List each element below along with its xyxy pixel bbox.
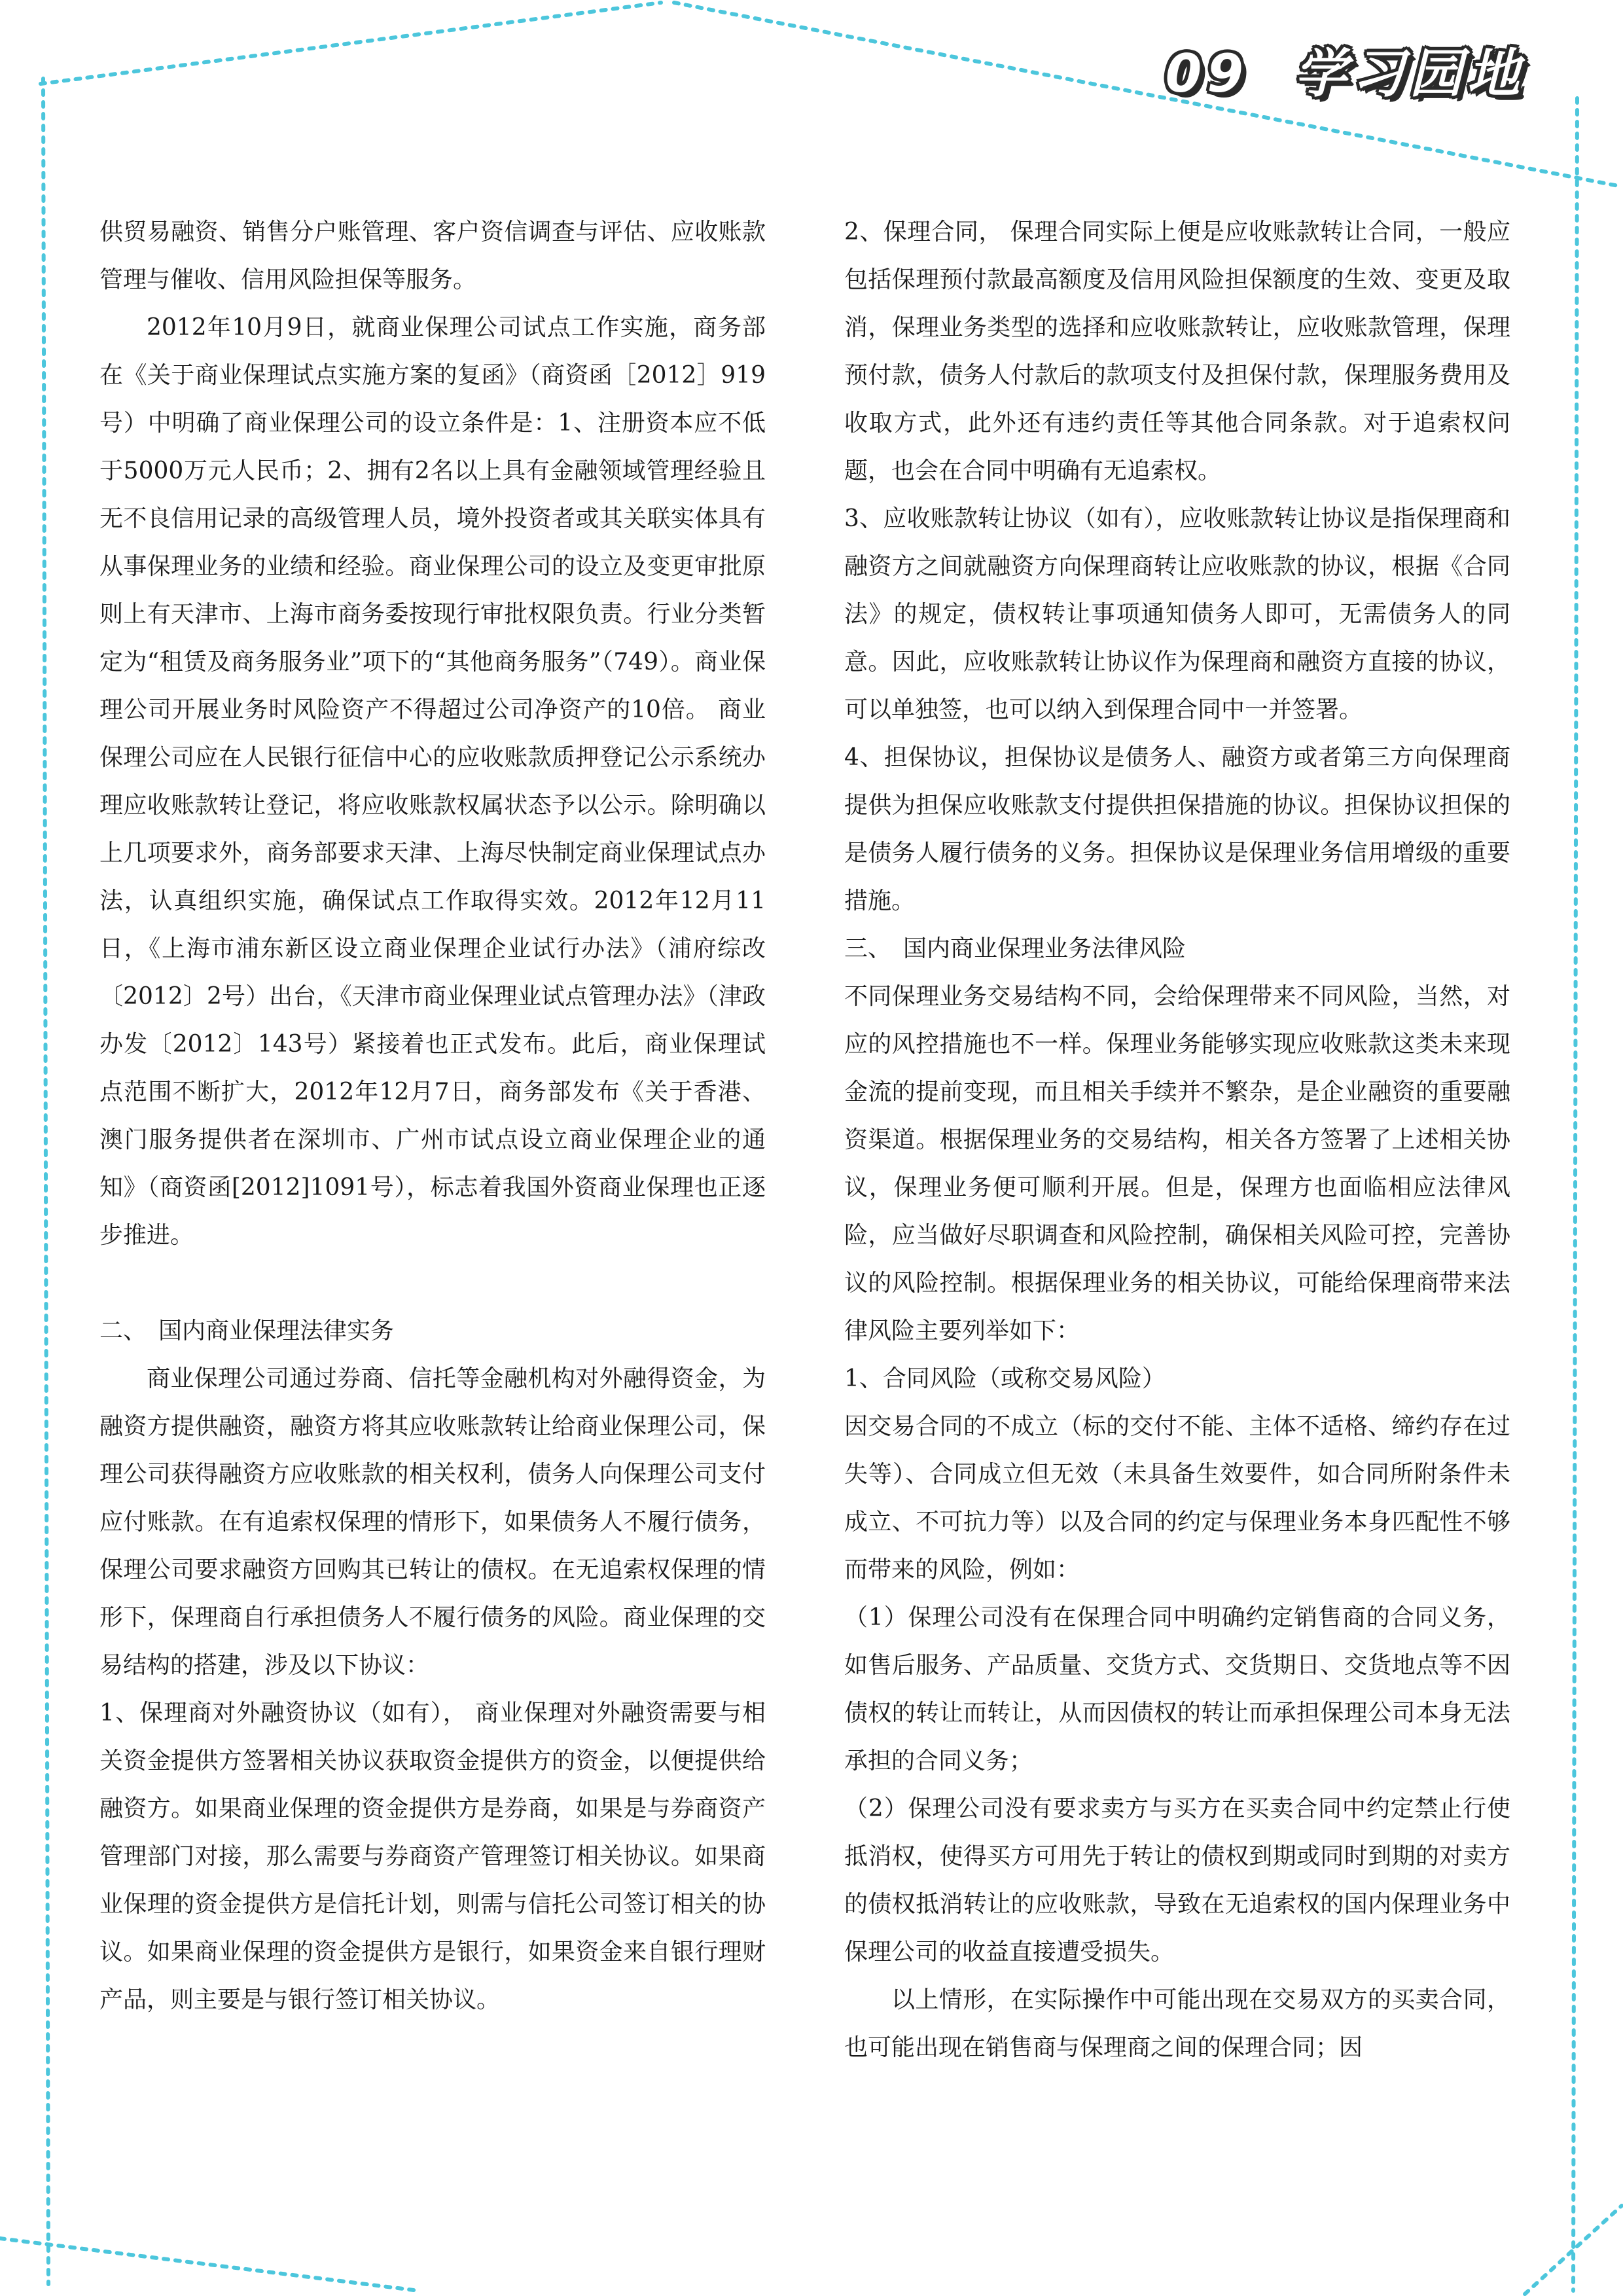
- paragraph: 2012年10月9日，就商业保理公司试点工作实施，商务部在《关于商业保理试点实施方案的复函》（商资函［2012］919号）中明确了商业保理公司的设立条件是：1、注册资本应不低于5000万元人民币；2、拥有2名以上具有金融领域管理经验且无不良信用记录的高级管理人员，境外投资者或其关联实体具有从事保理业务的业绩和经验。商业保理公司的设立及变更审批原则上有天津市、上海市商务委按现行审批权限负责。行业分类暂定为“租赁及商务服务业”项下的“其他商务服务”（749）。商业保理公司开展业务时风险资产不得超过公司净资产的10倍。 商业保理公司应在人民银行征信中心的应收账款质押登记公示系统办理应收账款转让登记，将应收账款权属状态予以公示。除明确以上几项要求外，商务部要求天津、上海尽快制定商业保理试点办法，认真组织实施，确保试点工作取得实效。2012年12月11日，《上海市浦东新区设立商业保理企业试行办法》（浦府综改〔2012〕2号）出台，《天津市商业保理业试点管理办法》（津政办发〔2012〕143号）紧接着也正式发布。此后，商业保理试点范围不断扩大，2012年12月7日，商务部发布《关于香港、澳门服务提供者在深圳市、广州市试点设立商业保理企业的通知》（商资函[2012]1091号），标志着我国外资商业保理也正逐步推进。: [99, 314, 766, 1249]
- page-header: [1166, 31, 1525, 107]
- right-text-column: [844, 208, 1510, 2072]
- section-heading: 二、 国内商业保理法律实务: [99, 1318, 395, 1344]
- section-heading: 三、 国内商业保理业务法律风险: [844, 935, 1186, 962]
- border-top-left-segment: [41, 3, 661, 84]
- section-title: 学习园地: [1294, 43, 1525, 104]
- paragraph-spacer: [99, 1259, 766, 1307]
- border-left-segment: [43, 79, 48, 2284]
- paragraph: 不同保理业务交易结构不同，会给保理带来不同风险，当然，对应的风控措施也不一样。保理业务能够实现应收账款这类未来现金流的提前变现，而且相关手续并不繁杂，是企业融资的重要融资渠道。根据保理业务的交易结构，相关各方签署了上述相关协议，保理业务便可顺利开展。但是，保理方也面临相应法律风险，应当做好尽职调查和风险控制，确保相关风险可控，完善协议的风险控制。根据保理业务的相关协议，可能给保理商带来法律风险主要列举如下：: [844, 983, 1510, 1344]
- paragraph: 3、应收账款转让协议（如有），应收账款转让协议是指保理商和融资方之间就融资方向保理商转让应收账款的协议，根据《合同法》的规定，债权转让事项通知债务人即可，无需债务人的同意。因此，应收账款转让协议作为保理商和融资方直接的协议，可以单独签，也可以纳入到保理合同中一并签署。: [844, 505, 1510, 723]
- border-bottom-right-segment: [1525, 2206, 1622, 2294]
- paragraph: 以上情形，在实际操作中可能出现在交易双方的买卖合同，也可能出现在销售商与保理商之间的保理合同；因: [844, 1986, 1510, 2061]
- border-bottom-segment: [0, 2238, 419, 2291]
- left-text-column: [99, 208, 766, 2024]
- paragraph: 商业保理公司通过券商、信托等金融机构对外融得资金，为融资方提供融资，融资方将其应收账款转让给商业保理公司，保理公司获得融资方应收账款的相关权利，债务人向保理公司支付应付账款。在有追索权保理的情形下，如果债务人不履行债务，保理公司要求融资方回购其已转让的债权。在无追索权保理的情形下，保理商自行承担债务人不履行债务的风险。商业保理的交易结构的搭建，涉及以下协议：: [99, 1365, 766, 1679]
- paragraph: 因交易合同的不成立（标的交付不能、主体不适格、缔约存在过失等）、合同成立但无效（未具备生效要件，如合同所附条件未成立、不可抗力等）以及合同的约定与保理业务本身匹配性不够而带来的风险，例如：: [844, 1413, 1510, 1583]
- border-right-segment: [1573, 98, 1577, 2291]
- page-number: 09: [1165, 43, 1249, 104]
- paragraph: 1、保理商对外融资协议（如有）， 商业保理对外融资需要与相关资金提供方签署相关协议获取资金提供方的资金，以便提供给融资方。如果商业保理的资金提供方是券商，如果是与券商资产管理部门对接，那么需要与券商资产管理签订相关协议。如果商业保理的资金提供方是信托计划，则需与信托公司签订相关的协议。如果商业保理的资金提供方是银行，如果资金来自银行理财产品，则主要是与银行签订相关协议。: [99, 1700, 766, 2013]
- paragraph: （1）保理公司没有在保理合同中明确约定销售商的合同义务，如售后服务、产品质量、交货方式、交货期日、交货地点等不因债权的转让而转让，从而因债权的转让而承担保理公司本身无法承担的合同义务；: [844, 1604, 1510, 1774]
- paragraph: 供贸易融资、销售分户账管理、客户资信调查与评估、应收账款管理与催收、信用风险担保等服务。: [99, 219, 766, 293]
- paragraph: 2、保理合同， 保理合同实际上便是应收账款转让合同，一般应包括保理预付款最高额度及信用风险担保额度的生效、变更及取消，保理业务类型的选择和应收账款转让，应收账款管理，保理预付款，债务人付款后的款项支付及担保付款，保理服务费用及收取方式，此外还有违约责任等其他合同条款。对于追索权问题，也会在合同中明确有无追索权。: [844, 219, 1510, 484]
- paragraph: 4、担保协议，担保协议是债务人、融资方或者第三方向保理商提供为担保应收账款支付提供担保措施的协议。担保协议担保的是债务人履行债务的义务。担保协议是保理业务信用增级的重要措施。: [844, 744, 1510, 914]
- subheading: 1、合同风险（或称交易风险）: [844, 1365, 1166, 1392]
- paragraph: （2）保理公司没有要求卖方与买方在买卖合同中约定禁止行使抵消权，使得买方可用先于转让的债权到期或同时到期的对卖方的债权抵消转让的应收账款，导致在无追索权的国内保理业务中保理公司的收益直接遭受损失。: [844, 1795, 1510, 1965]
